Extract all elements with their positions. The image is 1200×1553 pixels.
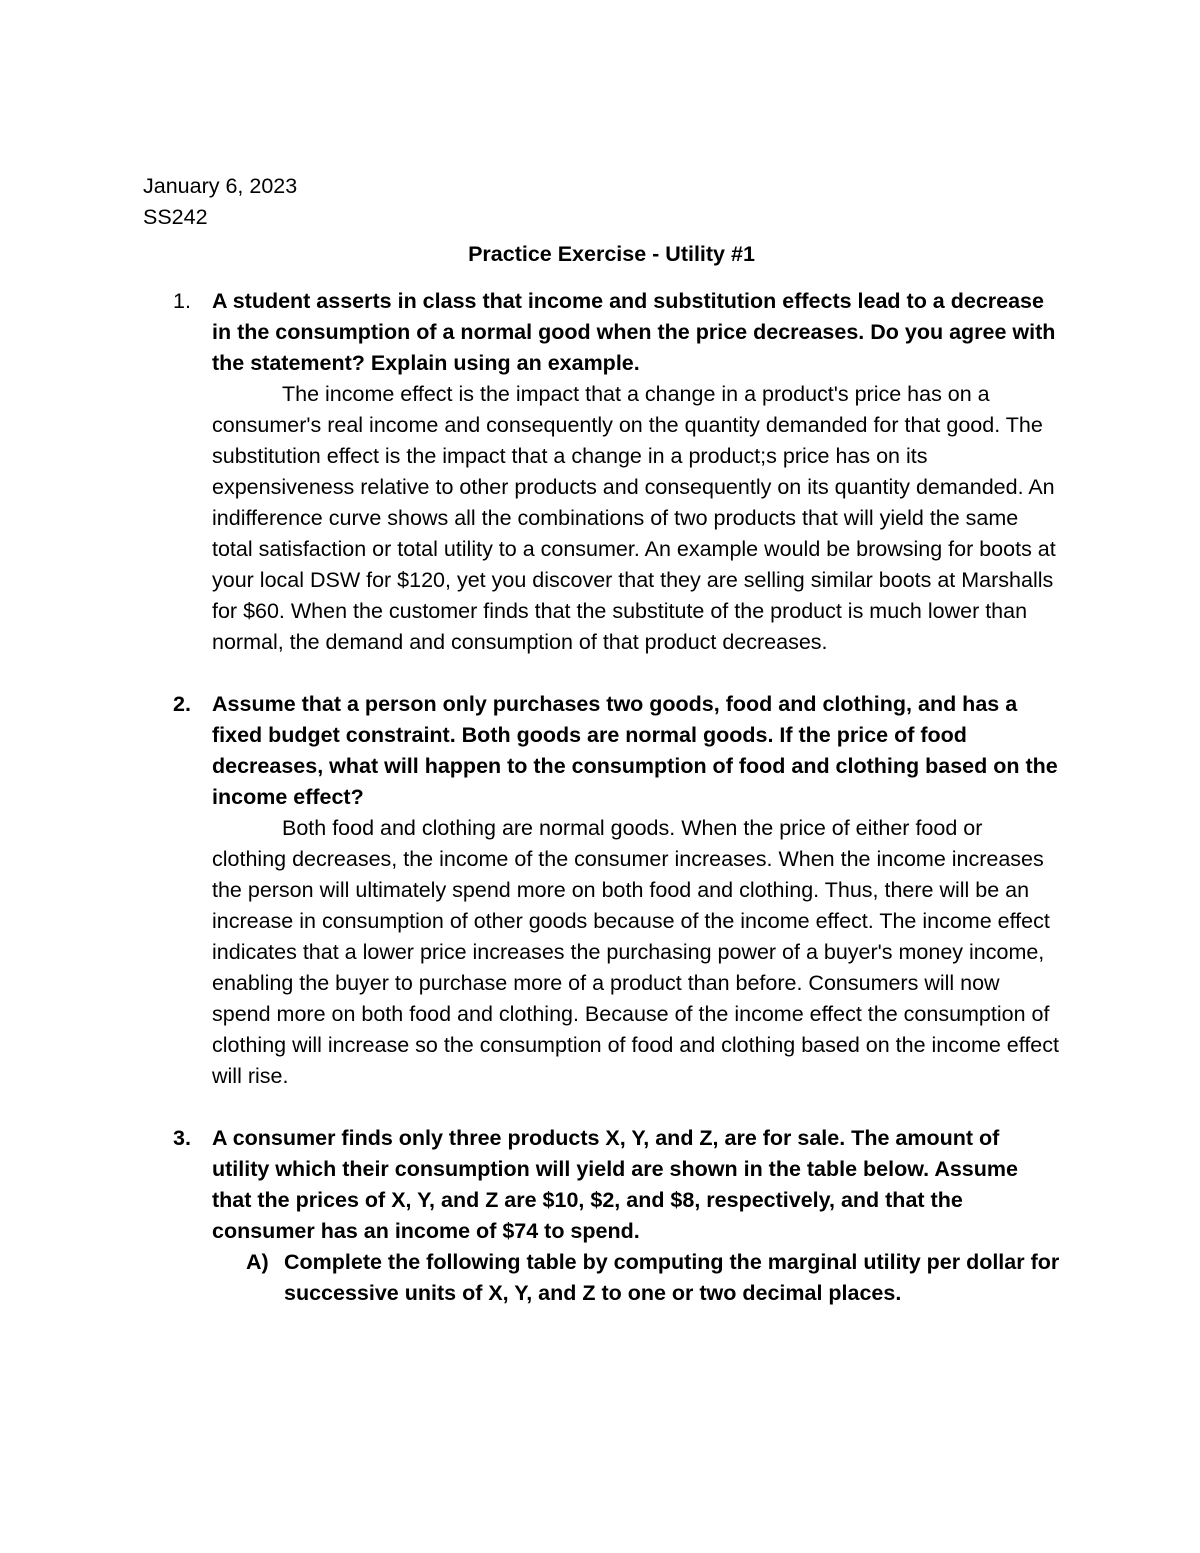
- sub-question-label: A): [246, 1250, 269, 1274]
- document-title: Practice Exercise - Utility #1: [468, 242, 755, 266]
- question-2: [143, 689, 1060, 1092]
- question-answer: Both food and clothing are normal goods. When the price of either food or clothing decreases, the income of the consumer increases. When the income increases the person will ultimately spend more on both food and clothing. Thus, there will be an increase in consumption of other goods because of the income effect. The income effect indicates that a lower price increases the purchasing power of a buyer's money income, enabling the buyer to purchase more of a product than before. Consumers will now spend more on both food and clothing. Because of the income effect the consumption of clothing will increase so the consumption of food and clothing based on the income effect will rise.: [212, 816, 1059, 1088]
- question-number: 3.: [173, 1126, 191, 1150]
- question-number: 1.: [173, 289, 191, 313]
- question-prompt: A consumer finds only three products X, Y, and Z, are for sale. The amount of utility which their consumption will yield are shown in the table below. Assume that the prices of X, Y, and Z are $10, $2, and $8, respectively, and that the consumer has an income of $74 to spend.: [212, 1126, 1018, 1243]
- question-prompt: Assume that a person only purchases two goods, food and clothing, and has a fixed budget constraint. Both goods are normal goods. If the price of food decreases, what will happen to the consumption of food and clothing based on the income effect?: [212, 692, 1058, 809]
- question-1: [143, 286, 1060, 658]
- sub-question-a: [212, 1247, 1060, 1309]
- question-number: 2.: [173, 692, 191, 716]
- course-code: SS242: [143, 205, 208, 229]
- sub-question-text: Complete the following table by computing the marginal utility per dollar for successive units of X, Y, and Z to one or two decimal places.: [284, 1250, 1060, 1305]
- question-3: [143, 1123, 1060, 1309]
- document-date: January 6, 2023: [143, 174, 298, 198]
- question-answer: The income effect is the impact that a change in a product's price has on a consumer's real income and consequently on the quantity demanded for that good. The substitution effect is the impact that a change in a product;s price has on its expensiveness relative to other products and consequently on its quantity demanded. An indifference curve shows all the combinations of two products that will yield the same total satisfaction or total utility to a consumer. An example would be browsing for boots at your local DSW for $120, yet you discover that they are selling similar boots at Marshalls for $60. When the customer finds that the substitute of the product is much lower than normal, the demand and consumption of that product decreases.: [212, 382, 1056, 654]
- question-prompt: A student asserts in class that income and substitution effects lead to a decrease in the consumption of a normal good when the price decreases. Do you agree with the statement? Explain using an example.: [212, 289, 1056, 375]
